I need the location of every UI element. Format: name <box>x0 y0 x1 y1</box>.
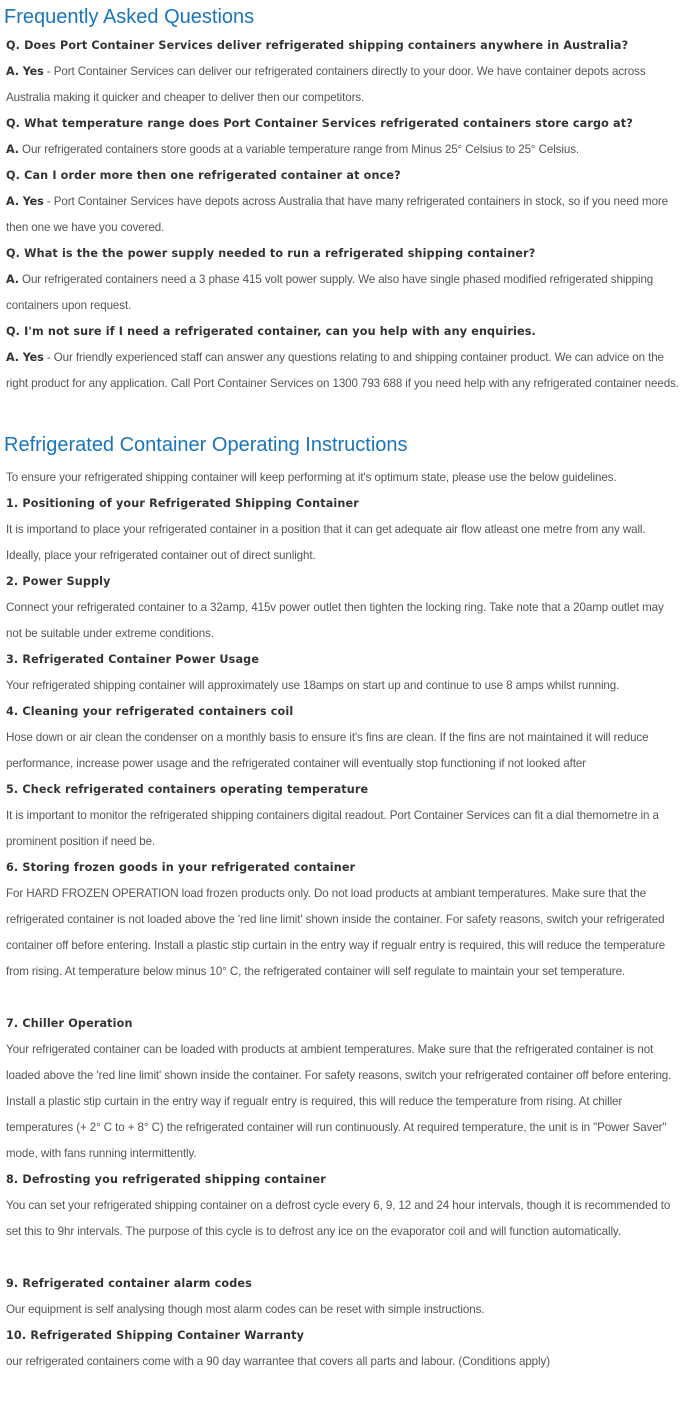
instruction-body-1: It is importand to place your refrigerated container in a position that it can get adequate air flow atleast one metre from any wall. Ideally, place your refrigerated container out of direct sunlight. <box>6 523 646 562</box>
answer-text: - Our friendly experienced staff can answer any questions relating to and shipping container product. We can advice on the right product for any application. Call Port Container Services on 1300 793 688 if you need help with any refrigerated container needs. <box>6 351 679 390</box>
instruction-body-3: Your refrigerated shipping container will approximately use 18amps on start up and continue to use 8 amps whilst running. <box>6 679 620 692</box>
answer-text: - Port Container Services have depots across Australia that have many refrigerated containers in stock, so if you need more then one we have you covered. <box>6 195 669 234</box>
instruction-body-9: Our equipment is self analysing though most alarm codes can be reset with simple instructions. <box>6 1303 485 1316</box>
instructions-intro: To ensure your refrigerated shipping container will keep performing at it's optimum state, please use the below guidelines. <box>6 471 617 484</box>
instruction-heading-6: 6. Storing frozen goods in your refrigerated container <box>6 861 356 874</box>
faq-title: Frequently Asked Questions <box>4 6 255 28</box>
answer-lead: A. Yes <box>6 351 44 364</box>
instruction-body-7: Your refrigerated container can be loaded with products at ambient temperatures. Make sure that the refrigerated container is not loaded above the 'red line limit' shown inside the container. For safety reasons, switch your refrigerated container off before entering. Install a plastic stip curtain in the entry way if regualr entry is required, this will reduce the temperature from rising. At chiller temperatures (+ 2° C to + 8° C) the refrigerated container will run continuously. At required temperature, the unit is in "Power Saver" mode, with fans running intermittently. <box>6 1043 672 1160</box>
answer-lead: A. Yes <box>6 65 44 78</box>
instruction-heading-9: 9. Refrigerated container alarm codes <box>6 1277 252 1290</box>
instruction-body-6: For HARD FROZEN OPERATION load frozen products only. Do not load products at ambiant temperatures. Make sure that the refrigerated container is not loaded above the 'red line limit' shown inside the container. For safety reasons, switch your refrigerated container off before entering. Install a plastic stip curtain in the entry way if regualr entry is required, this will reduce the temperature from rising. At temperature below minus 10° C, the refrigerated container will self regulate to maintain your set temperature. <box>6 887 666 978</box>
instruction-body-10: our refrigerated containers come with a 90 day warrantee that covers all parts and labour. (Conditions apply) <box>6 1355 550 1368</box>
instruction-heading-8: 8. Defrosting you refrigerated shipping container <box>6 1173 326 1186</box>
faq-question-5: Q. I'm not sure if I need a refrigerated container, can you help with any enquiries. <box>6 325 536 338</box>
faq-question-2: Q. What temperature range does Port Container Services refrigerated containers store cargo at? <box>6 117 633 130</box>
instruction-body-2: Connect your refrigerated container to a 32amp, 415v power outlet then tighten the locking ring. Take note that a 20amp outlet may not be suitable under extreme conditions. <box>6 601 664 640</box>
faq-answer-1 <box>6 59 682 111</box>
instruction-body-5: It is important to monitor the refrigerated shipping containers digital readout. Port Container Services can fit a dial themometre in a prominent position if need be. <box>6 809 659 848</box>
instruction-heading-5: 5. Check refrigerated containers operating temperature <box>6 783 369 796</box>
instruction-heading-2: 2. Power Supply <box>6 575 111 588</box>
faq-question-3: Q. Can I order more then one refrigerated container at once? <box>6 169 401 182</box>
faq-answer-3 <box>6 189 682 241</box>
instruction-heading-7: 7. Chiller Operation <box>6 1017 133 1030</box>
answer-lead: A. <box>6 143 19 156</box>
answer-text: Our refrigerated containers need a 3 phase 415 volt power supply. We also have single phased modified refrigerated shipping containers upon request. <box>6 273 654 312</box>
answer-text: - Port Container Services can deliver our refrigerated containers directly to your door. We have container depots across Australia making it quicker and cheaper to deliver then our competitors. <box>6 65 646 104</box>
answer-text: Our refrigerated containers store goods at a variable temperature range from Minus 25° Celsius to 25° Celsius. <box>18 143 580 156</box>
faq-answer-5 <box>6 345 682 397</box>
faq-question-1: Q. Does Port Container Services deliver refrigerated shipping containers anywhere in Australia? <box>6 39 629 52</box>
faq-answer-4 <box>6 267 682 319</box>
instruction-heading-4: 4. Cleaning your refrigerated containers coil <box>6 705 294 718</box>
faq-answer-2 <box>6 137 682 163</box>
instructions-title: Refrigerated Container Operating Instructions <box>4 434 408 456</box>
answer-lead: A. <box>6 273 19 286</box>
instruction-heading-3: 3. Refrigerated Container Power Usage <box>6 653 260 666</box>
instruction-body-4: Hose down or air clean the condenser on a monthly basis to ensure it's fins are clean. If the fins are not maintained it will reduce performance, increase power usage and the refrigerated container will eventually stop functioning if not looked after <box>6 731 649 770</box>
answer-lead: A. Yes <box>6 195 44 208</box>
faq-question-4: Q. What is the the power supply needed to run a refrigerated shipping container? <box>6 247 536 260</box>
instruction-heading-10: 10. Refrigerated Shipping Container Warranty <box>6 1329 305 1342</box>
instruction-body-8: You can set your refrigerated shipping container on a defrost cycle every 6, 9, 12 and 24 hour intervals, though it is recommended to set this to 9hr intervals. The purpose of this cycle is to defrost any ice on the evaporator coil and will function automatically. <box>6 1199 671 1238</box>
instruction-heading-1: 1. Positioning of your Refrigerated Shipping Container <box>6 497 359 510</box>
